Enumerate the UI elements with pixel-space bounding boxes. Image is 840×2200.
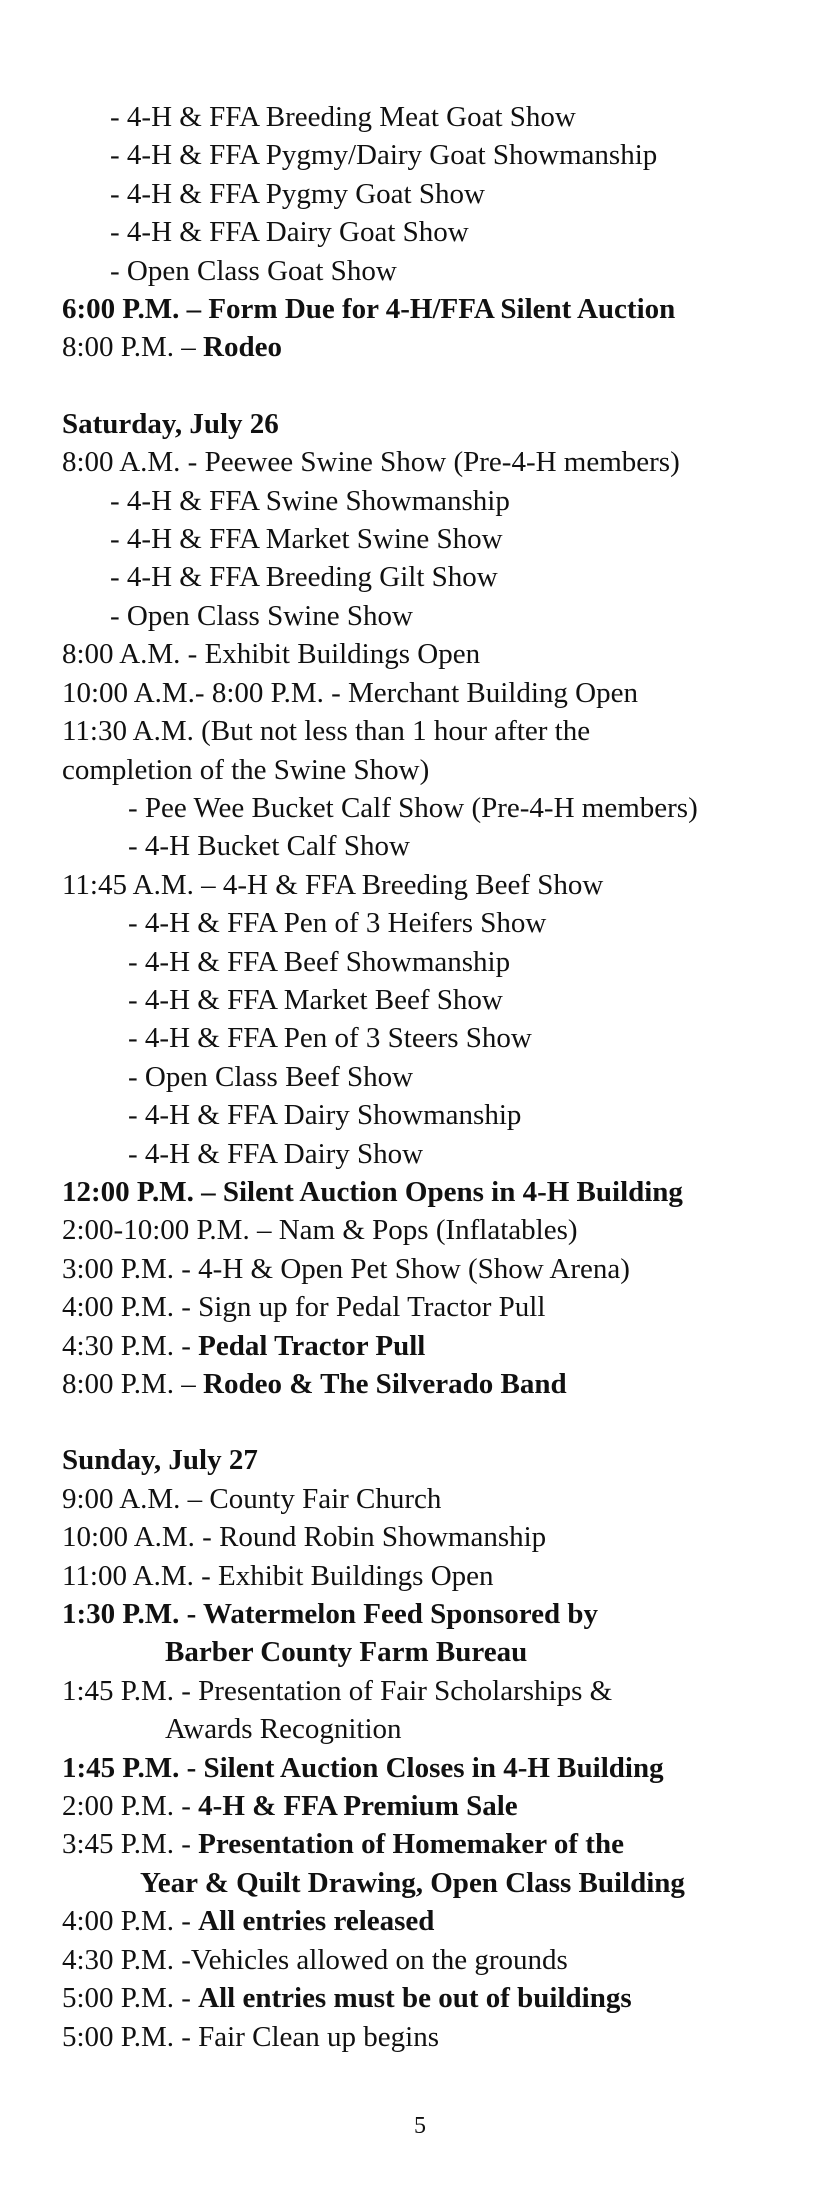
schedule-time: 2:00 P.M. -	[62, 1790, 199, 1823]
schedule-item	[62, 1825, 822, 1863]
schedule-item: - Open Class Beef Show	[128, 1060, 414, 1093]
schedule-item: - 4-H & FFA Market Swine Show	[110, 523, 503, 556]
schedule-time: 1:30 P.M.	[62, 1598, 180, 1631]
schedule-item	[62, 1365, 822, 1403]
schedule-time: 8:00 P.M. –	[62, 331, 196, 364]
schedule-item: - 4-H & FFA Dairy Show	[128, 1137, 424, 1170]
schedule-item: 1:45 P.M. - Silent Auction Closes in 4-H Building	[62, 1751, 664, 1784]
schedule-item: Year & Quilt Drawing, Open Class Building	[140, 1866, 685, 1899]
schedule-item	[62, 1787, 822, 1825]
schedule-item: - 4-H & FFA Beef Showmanship	[128, 945, 511, 978]
schedule-item: 5:00 P.M. - Fair Clean up begins	[62, 2020, 439, 2053]
schedule-item: - 4-H & FFA Dairy Showmanship	[128, 1099, 522, 1132]
schedule-event: Pedal Tractor Pull	[198, 1329, 426, 1362]
schedule-event: Rodeo & The Silverado Band	[203, 1368, 567, 1400]
schedule-item: 12:00 P.M. – Silent Auction Opens in 4-H Building	[62, 1175, 683, 1208]
schedule-item: - Open Class Swine Show	[110, 599, 413, 632]
schedule-item: Barber County Farm Bureau	[165, 1636, 528, 1669]
day-heading-sunday: Sunday, July 27	[62, 1444, 258, 1477]
schedule-item: - 4-H & FFA Dairy Goat Show	[110, 216, 469, 249]
schedule-item: completion of the Swine Show)	[62, 753, 430, 786]
schedule-item: - 4-H & FFA Market Beef Show	[128, 983, 503, 1016]
spacer	[62, 367, 822, 405]
schedule-item: 9:00 A.M. – County Fair Church	[62, 1482, 442, 1515]
schedule-item: Awards Recognition	[165, 1713, 402, 1746]
schedule-time: 5:00 P.M. -	[62, 1982, 199, 2015]
schedule-item	[62, 1595, 822, 1633]
schedule-event: Rodeo	[195, 331, 282, 364]
schedule-item: 1:45 P.M. - Presentation of Fair Scholarships &	[62, 1674, 613, 1707]
schedule-item: - Pee Wee Bucket Calf Show (Pre-4-H members)	[128, 791, 698, 824]
schedule-item: - 4-H & FFA Pygmy/Dairy Goat Showmanship	[110, 139, 658, 172]
schedule-event: 4-H & FFA Premium Sale	[198, 1790, 518, 1823]
schedule-event: - Watermelon Feed Sponsored by	[179, 1598, 598, 1631]
schedule-item	[62, 1979, 822, 2017]
schedule-time: 3:45 P.M. -	[62, 1828, 199, 1861]
schedule-item: - 4-H Bucket Calf Show	[128, 830, 410, 863]
schedule-item: 11:30 A.M. (But not less than 1 hour after the	[62, 715, 591, 748]
schedule-item: 10:00 A.M.- 8:00 P.M. - Merchant Building Open	[62, 676, 638, 709]
schedule-item: 2:00-10:00 P.M. – Nam & Pops (Inflatables)	[62, 1214, 578, 1247]
schedule-page	[62, 98, 822, 2056]
schedule-item: 4:30 P.M. -Vehicles allowed on the grounds	[62, 1943, 568, 1976]
schedule-item: 10:00 A.M. - Round Robin Showmanship	[62, 1521, 547, 1554]
schedule-item: - 4-H & FFA Pygmy Goat Show	[110, 177, 485, 210]
schedule-time: 4:30 P.M. -	[62, 1329, 199, 1362]
schedule-item: 11:45 A.M. – 4-H & FFA Breeding Beef Show	[62, 868, 604, 901]
schedule-item	[62, 1902, 822, 1940]
schedule-event: Presentation of Homemaker of the	[198, 1828, 624, 1861]
schedule-item: - 4-H & FFA Pen of 3 Heifers Show	[128, 907, 547, 940]
schedule-event: All entries must be out of buildings	[198, 1982, 632, 2015]
spacer	[62, 1403, 822, 1441]
schedule-item: - 4-H & FFA Swine Showmanship	[110, 484, 510, 517]
schedule-time: 8:00 P.M. –	[62, 1368, 204, 1400]
schedule-item	[62, 328, 822, 366]
schedule-item: 4:00 P.M. - Sign up for Pedal Tractor Pull	[62, 1291, 546, 1324]
schedule-item: 8:00 A.M. - Exhibit Buildings Open	[62, 638, 481, 671]
schedule-item	[62, 1327, 822, 1365]
schedule-item: 3:00 P.M. - 4-H & Open Pet Show (Show Arena)	[62, 1252, 630, 1285]
schedule-item: 11:00 A.M. - Exhibit Buildings Open	[62, 1559, 494, 1592]
schedule-item: - 4-H & FFA Breeding Meat Goat Show	[110, 101, 576, 133]
schedule-item: 8:00 A.M. - Peewee Swine Show (Pre-4-H members)	[62, 446, 680, 479]
schedule-time: 4:00 P.M. -	[62, 1905, 199, 1938]
schedule-item: - 4-H & FFA Breeding Gilt Show	[110, 561, 498, 594]
schedule-item: - 4-H & FFA Pen of 3 Steers Show	[128, 1022, 532, 1055]
day-heading-saturday: Saturday, July 26	[62, 407, 279, 440]
schedule-item: - Open Class Goat Show	[110, 254, 397, 287]
page-number: 5	[414, 2113, 426, 2139]
schedule-event: All entries released	[198, 1905, 435, 1938]
schedule-item: 6:00 P.M. – Form Due for 4-H/FFA Silent Auction	[62, 293, 676, 326]
